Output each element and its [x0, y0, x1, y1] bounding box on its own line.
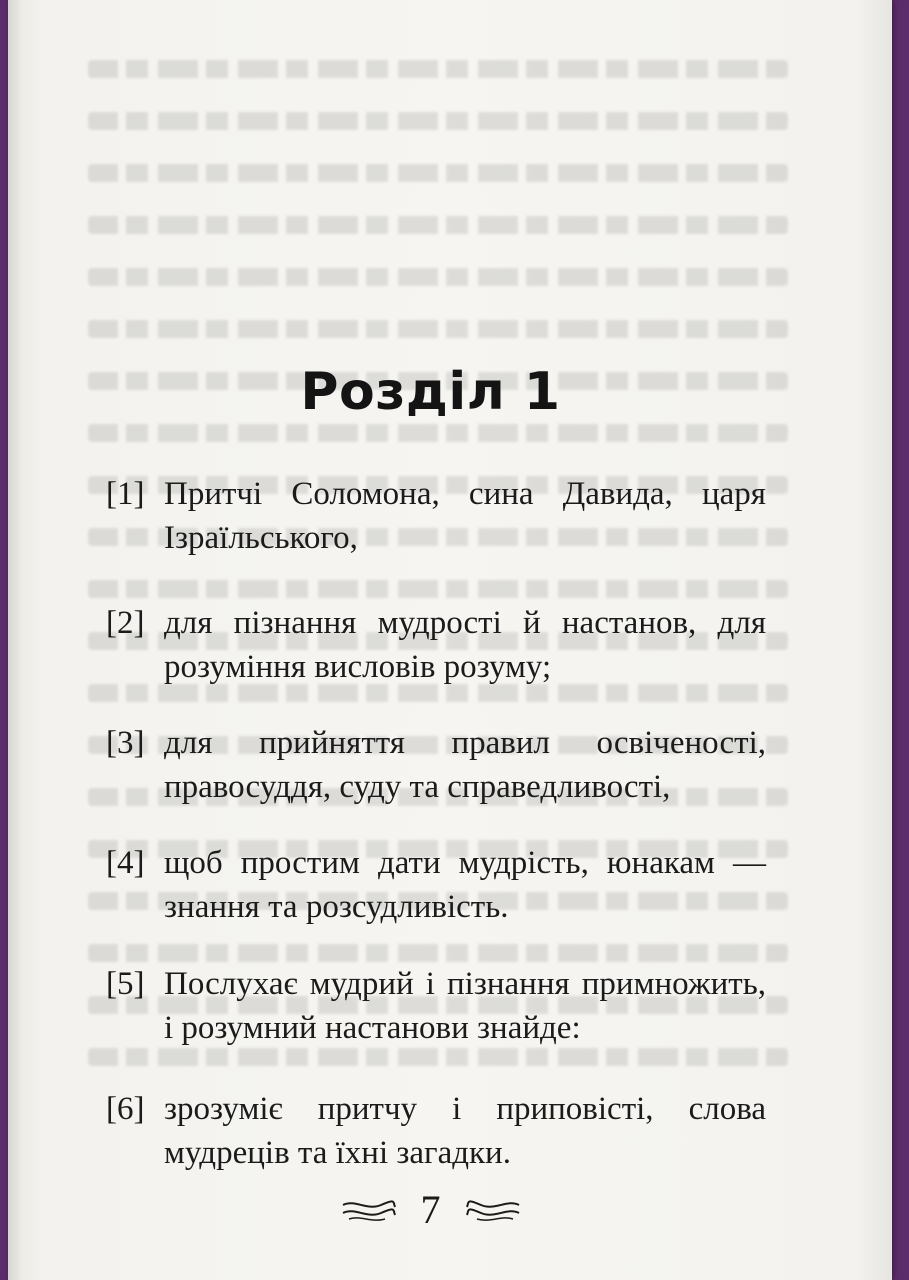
- verse-number: [6]: [106, 1091, 145, 1127]
- verse-1: [106, 472, 766, 560]
- verse-text: щоб простим дати мудрість, юнакам — знання та розсудливість.: [164, 845, 766, 925]
- verse-number: [3]: [106, 725, 145, 761]
- book-page: [8, 0, 892, 1280]
- verse-number: [4]: [106, 845, 145, 881]
- verse-6: [106, 1087, 766, 1175]
- ornament-left-icon: [341, 1197, 397, 1223]
- verse-text: зрозуміє притчу і приповісті, слова мудреців та їхні загадки.: [164, 1091, 766, 1171]
- verse-number: [1]: [106, 476, 145, 512]
- verse-2: [106, 601, 766, 689]
- verse-number: [5]: [106, 966, 145, 1002]
- verse-text: для прийняття правил освіченості, правосуддя, суду та справедливості,: [164, 725, 766, 805]
- verse-number: [2]: [106, 605, 145, 641]
- verse-text: Притчі Соломона, сина Давида, царя Ізраїльського,: [164, 476, 766, 556]
- verse-4: [106, 841, 766, 929]
- page-footer: [8, 1182, 853, 1233]
- ornament-right-icon: [465, 1197, 521, 1223]
- page-gutter-shadow: [8, 0, 22, 1280]
- verse-3: [106, 721, 766, 809]
- verse-5: [106, 962, 766, 1050]
- verse-text: для пізнання мудрості й настанов, для розуміння висловів розуму;: [164, 605, 766, 685]
- chapter-title: Розділ 1: [300, 362, 561, 422]
- page-number: 7: [420, 1187, 441, 1233]
- verse-text: Послухає мудрий і пізнання примножить, і розумний настанови знайде:: [164, 966, 766, 1046]
